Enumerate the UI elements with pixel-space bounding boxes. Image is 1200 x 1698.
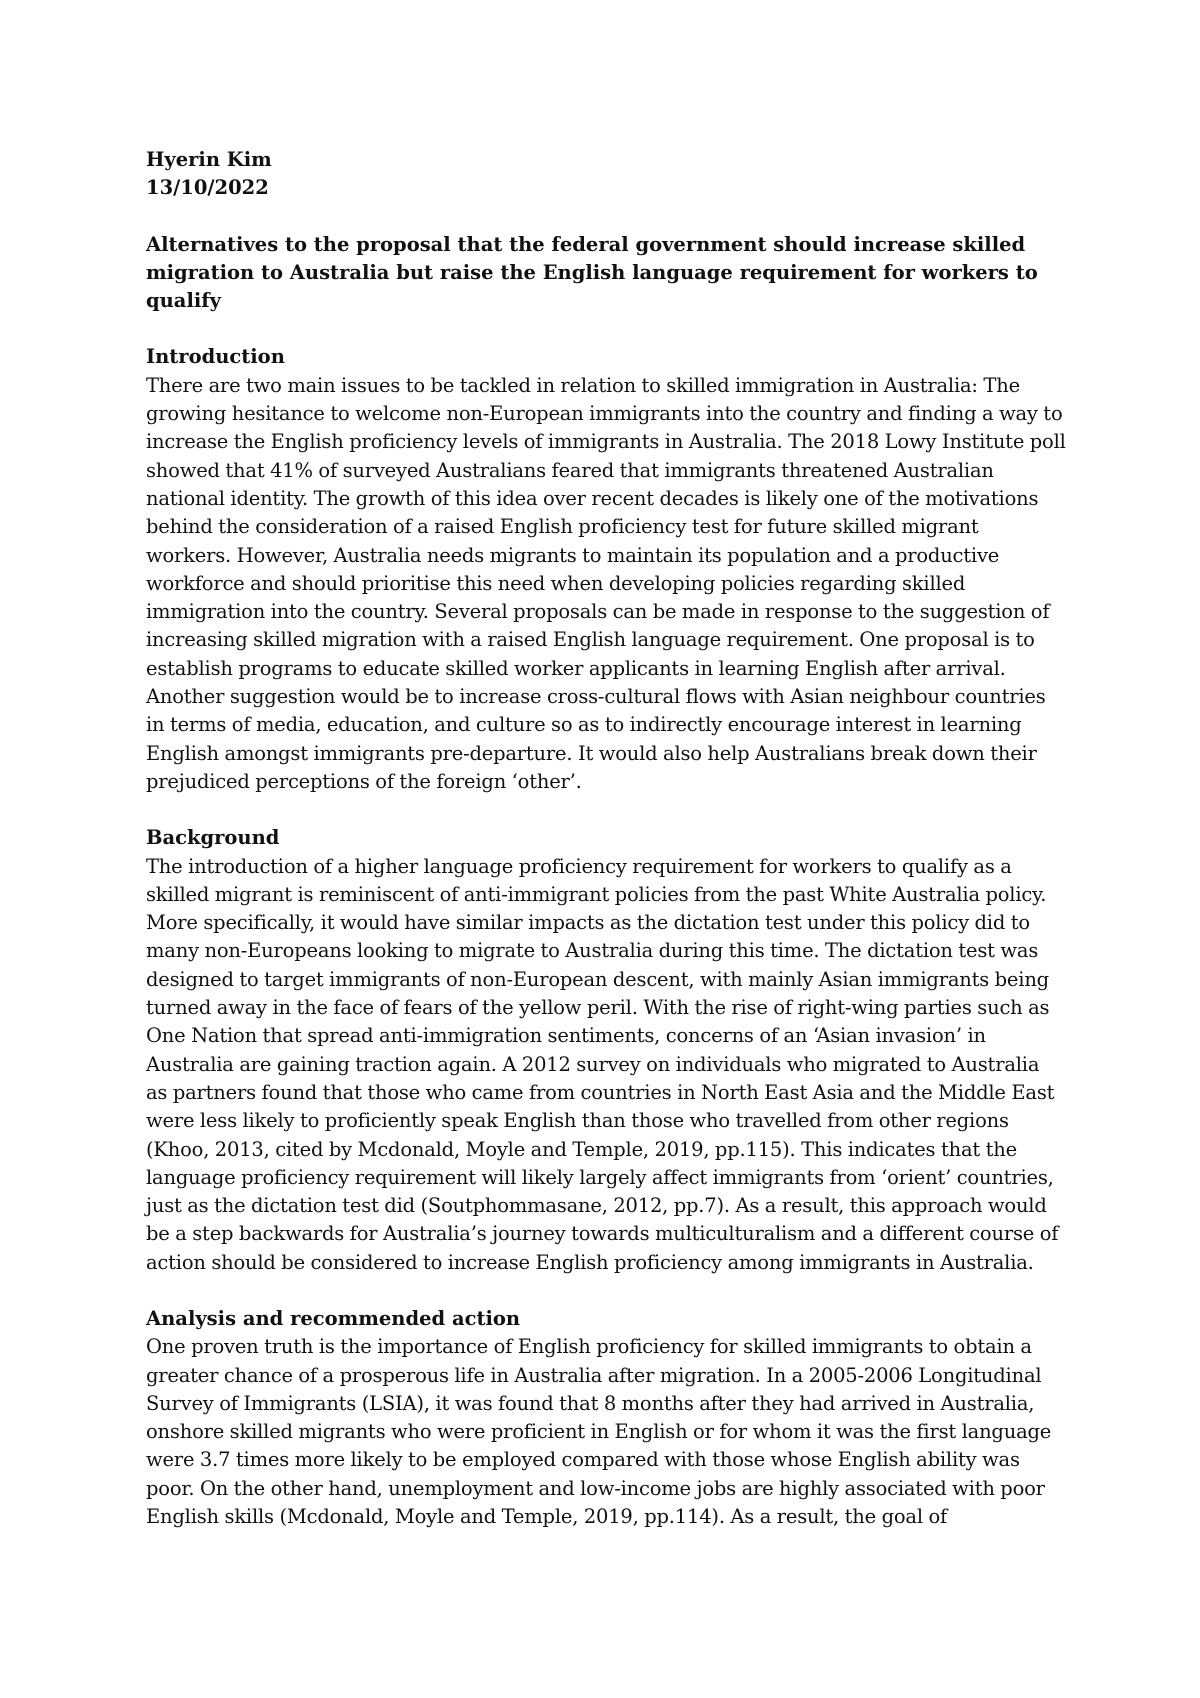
section-heading-background: Background <box>146 826 280 850</box>
section-body-introduction: There are two main issues to be tackled in relation to skilled immigration in Australia: The growing hesitance to welcome non-European immigrants into the country and finding a way to increase the English proficiency levels of immigrants in Australia. The 2018 Lowy Institute poll showed that 41% of surveyed Australians feared that immigrants threatened Australian national identity. The growth of this idea over recent decades is likely one of the motivations behind the consideration of a raised English proficiency test for future skilled migrant workers. However, Australia needs migrants to maintain its population and a productive workforce and should prioritise this need when developing policies regarding skilled immigration into the country. Several proposals can be made in response to the suggestion of increasing skilled migration with a raised English language requirement. One proposal is to establish programs to educate skilled worker applicants in learning English after arrival. Another suggestion would be to increase cross-cultural flows with Asian neighbour countries in terms of media, education, and culture so as to indirectly encourage interest in learning English amongst immigrants pre-departure. It would also help Australians break down their prejudiced perceptions of the foreign ‘other’. <box>146 373 1066 793</box>
document-date: 13/10/2022 <box>146 176 269 200</box>
document-page <box>146 146 1066 1531</box>
section-analysis <box>146 1305 1066 1531</box>
section-heading-introduction: Introduction <box>146 345 285 369</box>
section-body-background: The introduction of a higher language proficiency requirement for workers to qualify as a skilled migrant is reminiscent of anti-immigrant policies from the past White Australia policy. More specifically, it would have similar impacts as the dictation test under this policy did to many non-Europeans looking to migrate to Australia during this time. The dictation test was designed to target immigrants of non-European descent, with mainly Asian immigrants being turned away in the face of fears of the yellow peril. With the rise of right-wing parties such as One Nation that spread anti-immigration sentiments, concerns of an ‘Asian invasion’ in Australia are gaining traction again. A 2012 survey on individuals who migrated to Australia as partners found that those who came from countries in North East Asia and the Middle East were less likely to proficiently speak English than those who travelled from other regions (Khoo, 2013, cited by Mcdonald, Moyle and Temple, 2019, pp.115). This indicates that the language proficiency requirement will likely largely affect immigrants from ‘orient’ countries, just as the dictation test did (Soutphommasane, 2012, pp.7). As a result, this approach would be a step backwards for Australia’s journey towards multiculturalism and a different course of action should be considered to increase English proficiency among immigrants in Australia. <box>146 854 1059 1274</box>
author-name: Hyerin Kim <box>146 148 272 171</box>
section-body-analysis: One proven truth is the importance of English proficiency for skilled immigrants to obtain a greater chance of a prosperous life in Australia after migration. In a 2005-2006 Longitudinal Survey of Immigrants (LSIA), it was found that 8 months after they had arrived in Australia, onshore skilled migrants who were proficient in English or for whom it was the first language were 3.7 times more likely to be employed compared with those whose English ability was poor. On the other hand, unemployment and low-income jobs are highly associated with poor English skills (Mcdonald, Moyle and Temple, 2019, pp.114). As a result, the goal of <box>146 1335 1052 1529</box>
section-introduction <box>146 343 1066 796</box>
section-heading-analysis: Analysis and recommended action <box>146 1306 521 1330</box>
document-title: Alternatives to the proposal that the federal government should increase skilled migration to Australia but raise the English language requirement for workers to qualify <box>146 232 1038 313</box>
section-background <box>146 824 1066 1277</box>
